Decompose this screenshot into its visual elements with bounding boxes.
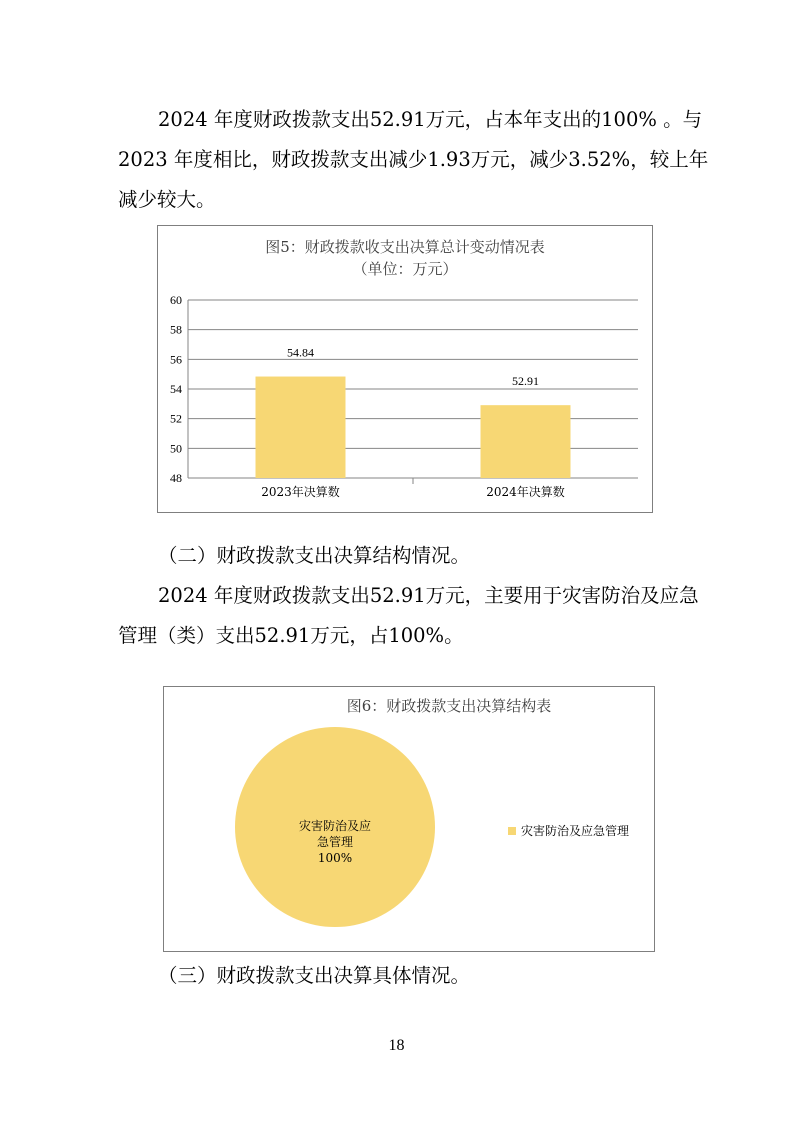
chart5-title: 图5：财政拨款收支出决算总计变动情况表 [265,238,545,256]
pie-slice-label-line2: 急管理 [316,835,354,849]
pie-slice-label-line1: 灾害防治及应 [298,819,372,833]
y-tick-label: 58 [170,322,182,337]
chart5-subtitle: （单位：万元） [352,260,458,278]
heading-3: （三）财政拨款支出决算具体情况。 [158,964,471,987]
y-tick-label: 60 [170,293,182,307]
bar [256,377,346,478]
legend-label: 灾害防治及应急管理 [521,824,630,838]
y-tick-label: 50 [170,441,182,456]
y-tick-label: 48 [170,471,182,485]
paragraph-2: 2024 年度财政拨款支出52.91万元，主要用于灾害防治及应急管理（类）支出52.91万元，占100%。 [118,584,699,647]
bar-chart-svg [158,226,652,512]
pie-chart-svg [164,687,654,951]
y-tick-label: 52 [170,411,182,426]
x-category-label: 2024年决算数 [486,485,565,499]
bar [481,405,571,478]
heading-2: （二）财政拨款支出决算结构情况。 [158,544,471,567]
chart6-title: 图6：财政拨款支出决算结构表 [346,697,552,715]
page-number: 18 [388,1037,405,1054]
bar-data-label: 52.91 [512,374,539,389]
y-tick-label: 56 [170,352,182,367]
pie-slice-label-pct: 100% [317,851,353,865]
bar-data-label: 54.84 [287,345,314,360]
x-category-label: 2023年决算数 [261,485,340,499]
legend-swatch [508,827,516,835]
chart5-container [157,225,653,513]
chart6-container [163,686,655,952]
paragraph-1: 2024 年度财政拨款支出52.91万元，占本年支出的100% 。与2023 年度相比，财政拨款支出减少1.93万元，减少3.52%，较上年减少较大。 [118,108,709,211]
y-tick-label: 54 [170,382,182,396]
